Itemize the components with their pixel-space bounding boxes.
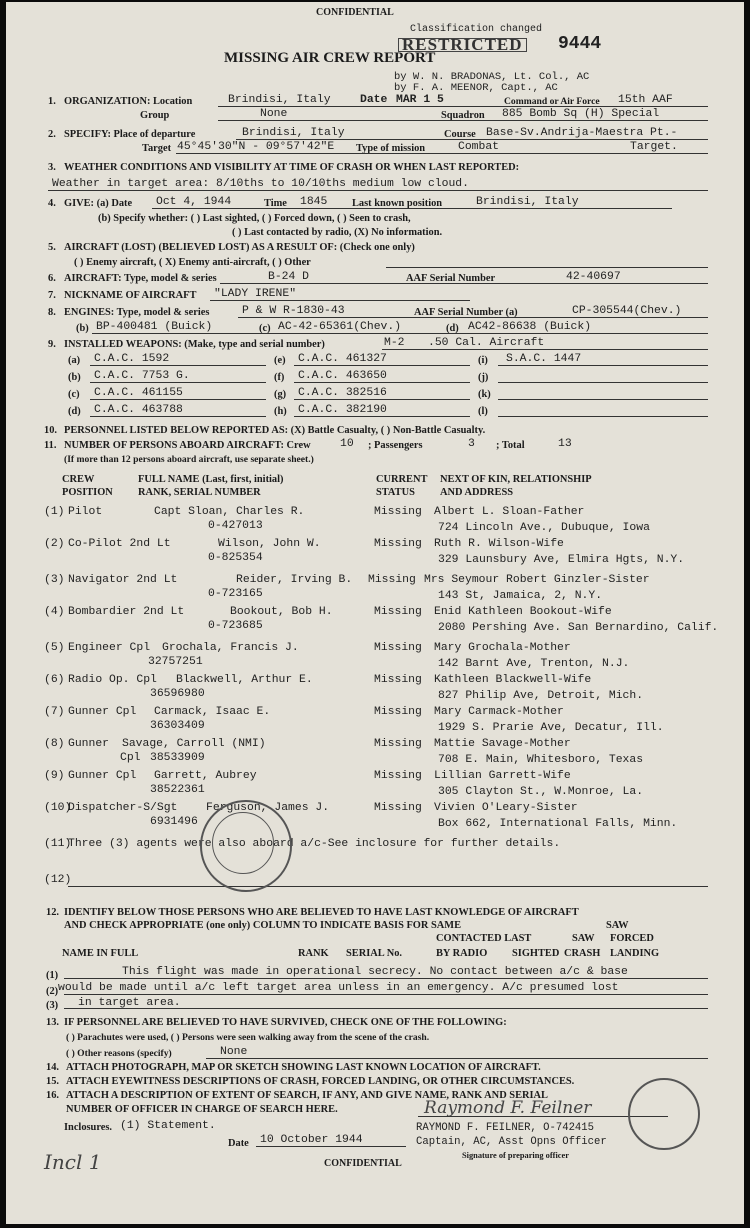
- weapon-key: (g): [274, 389, 287, 400]
- crew-position: Dispatcher-S/Sgt: [68, 802, 178, 814]
- crew-kin: Ruth R. Wilson-Wife: [434, 538, 564, 550]
- weapon-serial: C.A.C. 463788: [94, 404, 183, 416]
- attach-eyewitness-label: ATTACH EYEWITNESS DESCRIPTIONS OF CRASH, FORCED LANDING, OR OTHER CIRCUMSTANCES.: [66, 1076, 575, 1087]
- serial-header: SERIAL No.: [346, 948, 403, 959]
- course-label: Course: [444, 129, 476, 140]
- authority-2: by F. A. MEENOR, Capt., AC: [394, 82, 558, 94]
- agents-row-text: Three (3) agents were also aboard a/c-See inclosure for further details.: [68, 838, 561, 850]
- crew-position: Radio Op. Cpl: [68, 674, 157, 686]
- next-of-kin-header: NEXT OF KIN, RELATIONSHIP: [440, 474, 592, 485]
- weather-value: Weather in target area: 8/10ths to 10/10ths medium low cloud.: [52, 178, 469, 190]
- total-label: ; Total: [496, 440, 525, 451]
- received-stamp: [628, 1078, 700, 1150]
- item-7-number: 7.: [48, 290, 56, 301]
- command-value: 15th AAF: [618, 94, 673, 106]
- crew-status: Missing: [374, 738, 422, 750]
- crew-address: 827 Philip Ave, Detroit, Mich.: [438, 690, 644, 702]
- crew-rank: Cpl: [120, 752, 141, 764]
- crew-name: Wilson, John W.: [218, 538, 321, 550]
- item-1-number: 1.: [48, 96, 56, 107]
- target-value: 45°45'30"N - 09°57'42"E: [177, 141, 335, 153]
- squadron-label: Squadron: [441, 110, 485, 121]
- crew-status: Missing: [374, 770, 422, 782]
- date-stamp-label: Date: [360, 94, 388, 106]
- weapon-key: (l): [478, 406, 488, 417]
- crew-name: Grochala, Francis J.: [162, 642, 299, 654]
- item-13-number: 13.: [46, 1017, 59, 1028]
- weapon-key: (h): [274, 406, 287, 417]
- crew-position: Gunner Cpl: [68, 770, 137, 782]
- weapon-key: (k): [478, 389, 491, 400]
- sighted-header: SIGHTED: [512, 948, 560, 959]
- crew-number: (10): [44, 802, 72, 814]
- weapon-key: (f): [274, 372, 285, 383]
- weapon-key: (c): [68, 389, 80, 400]
- crew-address: 1929 S. Prarie Ave, Decatur, Ill.: [438, 722, 664, 734]
- crew-address: Box 662, International Falls, Minn.: [438, 818, 678, 830]
- round-stamp-inner: [212, 812, 274, 874]
- confidential-bottom: CONFIDENTIAL: [324, 1158, 402, 1169]
- crew-number: (3): [44, 574, 65, 586]
- aircraft-serial-label: AAF Serial Number: [406, 273, 496, 284]
- landing-header: LANDING: [610, 948, 660, 959]
- engines-label: ENGINES: Type, model & series: [64, 307, 210, 318]
- crew-address: 2080 Pershing Ave. San Bernardino, Calif.: [438, 622, 719, 634]
- nickname-value: "LADY IRENE": [214, 288, 297, 300]
- rank-serial-header: RANK, SERIAL NUMBER: [138, 487, 261, 498]
- current-header: CURRENT: [376, 474, 428, 485]
- item-2-number: 2.: [48, 129, 56, 140]
- item-15-number: 15.: [46, 1076, 59, 1087]
- group-value: None: [260, 108, 288, 120]
- crew-kin: Lillian Garrett-Wife: [434, 770, 571, 782]
- survival-other-value: None: [220, 1046, 248, 1058]
- persons-note: (If more than 12 persons aboard aircraft, use separate sheet.): [64, 454, 314, 465]
- weapons-caliber: .50 Cal. Aircraft: [428, 337, 545, 349]
- engine-serial-a: CP-305544(Chev.): [572, 305, 682, 317]
- weapon-key: (i): [478, 355, 488, 366]
- crew-name: Ferguson, James J.: [206, 802, 330, 814]
- inclosures-label: Inclosures.: [64, 1122, 113, 1133]
- classification-note: Classification changed: [410, 24, 543, 35]
- crew-serial: 0-427013: [208, 520, 263, 532]
- engine-serial-label: AAF Serial Number (a): [414, 307, 518, 318]
- crew-header: CREW: [62, 474, 95, 485]
- authority-1: by W. N. BRADONAS, Lt. Col., AC: [394, 71, 590, 83]
- crew-kin: Vivien O'Leary-Sister: [434, 802, 578, 814]
- command-label: Command or Air Force: [504, 96, 600, 107]
- course-value: Base-Sv.Andrija-Maestra Pt.-: [486, 127, 678, 139]
- confidential-top: CONFIDENTIAL: [316, 7, 394, 18]
- crew-serial: 0-723165: [208, 588, 263, 600]
- survival-label: IF PERSONNEL ARE BELIEVED TO HAVE SURVIVED, CHECK ONE OF THE FOLLOWING:: [64, 1017, 507, 1028]
- saw-header-2: SAW: [572, 933, 595, 944]
- restricted-stamp: RESTRICTED: [398, 38, 527, 52]
- time-value: 1845: [300, 196, 328, 208]
- crew-position: Pilot: [68, 506, 103, 518]
- document-number: 9444: [558, 34, 602, 54]
- item-16-number: 16.: [46, 1090, 59, 1101]
- item-11-number: 11.: [44, 440, 57, 451]
- last-position-value: Brindisi, Italy: [476, 196, 579, 208]
- report-date-value: 10 October 1944: [260, 1134, 363, 1146]
- crew-position: Engineer Cpl: [68, 642, 151, 654]
- crash-header: CRASH: [564, 948, 601, 959]
- item-12-number: 12.: [46, 907, 59, 918]
- survival-other-label: ( ) Other reasons (specify): [66, 1048, 172, 1059]
- witness-row-number: (2): [46, 986, 59, 997]
- report-date-label: Date: [228, 1138, 249, 1149]
- weapon-key: (d): [68, 406, 81, 417]
- crew-number: (4): [44, 606, 65, 618]
- crew-serial: 32757251: [148, 656, 203, 668]
- report-form: [6, 2, 744, 1224]
- casualty-type: PERSONNEL LISTED BELOW REPORTED AS: (X) Battle Casualty, ( ) Non-Battle Casualty.: [64, 425, 486, 436]
- crew-kin: Mattie Savage-Mother: [434, 738, 571, 750]
- attach-photo-label: ATTACH PHOTOGRAPH, MAP OR SKETCH SHOWING LAST KNOWN LOCATION OF AIRCRAFT.: [66, 1062, 541, 1073]
- organization-label: ORGANIZATION: Location: [64, 96, 193, 107]
- crew-status: Missing: [374, 506, 422, 518]
- weapon-serial: C.A.C. 461155: [94, 387, 183, 399]
- crew-kin: Albert L. Sloan-Father: [434, 506, 585, 518]
- crew-name: Reider, Irving B.: [236, 574, 353, 586]
- passengers-count: 3: [468, 438, 475, 450]
- signer-title: Captain, AC, Asst Opns Officer: [416, 1136, 607, 1148]
- saw-header: SAW: [606, 920, 629, 931]
- date-stamp-value: MAR 1 5: [396, 94, 444, 106]
- crew-number: (6): [44, 674, 65, 686]
- crew-status: Missing: [374, 642, 422, 654]
- mission-target-value: Target.: [630, 141, 678, 153]
- crew-kin: Mary Grochala-Mother: [434, 642, 571, 654]
- weapon-serial: S.A.C. 1447: [506, 353, 582, 365]
- crew-number: (1): [44, 506, 65, 518]
- crew-kin: Enid Kathleen Bookout-Wife: [434, 606, 612, 618]
- last-knowledge-label: IDENTIFY BELOW THOSE PERSONS WHO ARE BELIEVED TO HAVE LAST KNOWLEDGE OF AIRCRAFT: [64, 907, 579, 918]
- crew-address: 708 E. Main, Whitesboro, Texas: [438, 754, 644, 766]
- rank-header: RANK: [298, 948, 329, 959]
- engine-c-label: (c): [259, 323, 271, 334]
- persons-aboard-label: NUMBER OF PERSONS ABOARD AIRCRAFT: Crew: [64, 440, 311, 451]
- organization-location: Brindisi, Italy: [228, 94, 331, 106]
- witness-row-number: (1): [46, 970, 59, 981]
- squadron-value: 885 Bomb Sq (H) Special: [502, 108, 660, 120]
- name-in-full-header: NAME IN FULL: [62, 948, 139, 959]
- inclosures-value: (1) Statement.: [120, 1120, 216, 1132]
- mission-type-label: Type of mission: [356, 143, 426, 154]
- mission-type-value: Combat: [458, 141, 500, 153]
- survival-options: ( ) Parachutes were used, ( ) Persons were seen walking away from the scene of the crash.: [66, 1032, 430, 1043]
- signer-name: RAYMOND F. FEILNER, O-742415: [416, 1122, 595, 1134]
- search-officer-label: NUMBER OF OFFICER IN CHARGE OF SEARCH HERE.: [66, 1104, 338, 1115]
- item-4-number: 4.: [48, 198, 56, 209]
- lost-cause-label: AIRCRAFT (LOST) (BELIEVED LOST) AS A RESULT OF: (Check one only): [64, 242, 415, 253]
- weapon-serial: C.A.C. 382190: [298, 404, 387, 416]
- weapon-key: (e): [274, 355, 286, 366]
- total-count: 13: [558, 438, 572, 450]
- crew-name: Blackwell, Arthur E.: [176, 674, 313, 686]
- crew-address: 142 Barnt Ave, Trenton, N.J.: [438, 658, 630, 670]
- engine-serial-d: AC42-86638 (Buick): [468, 321, 592, 333]
- weapons-label: INSTALLED WEAPONS: (Make, type and serial number): [64, 339, 325, 350]
- contacted-last-header: CONTACTED LAST: [436, 933, 532, 944]
- aircraft-serial-value: 42-40697: [566, 271, 621, 283]
- search-description-label: ATTACH A DESCRIPTION OF EXTENT OF SEARCH, IF ANY, AND GIVE NAME, RANK AND SERIAL: [66, 1090, 548, 1101]
- officer-signature: Raymond F. Feilner: [424, 1098, 592, 1118]
- by-radio-header: BY RADIO: [436, 948, 488, 959]
- witness-text-3: in target area.: [78, 997, 181, 1009]
- crew-serial: 38533909: [150, 752, 205, 764]
- time-label: Time: [264, 198, 287, 209]
- item-10-number: 10.: [44, 425, 57, 436]
- weapon-serial: C.A.C. 1592: [94, 353, 170, 365]
- departure-label: SPECIFY: Place of departure: [64, 129, 196, 140]
- crew-position: Bombardier 2nd Lt: [68, 606, 185, 618]
- crew-position: Gunner: [68, 738, 110, 750]
- departure-value: Brindisi, Italy: [242, 127, 345, 139]
- crew-number: (2): [44, 538, 65, 550]
- item-6-number: 6.: [48, 273, 56, 284]
- weapons-model: M-2: [384, 337, 405, 349]
- weapon-key: (b): [68, 372, 81, 383]
- engine-serial-b: BP-400481 (Buick): [96, 321, 213, 333]
- item-8-number: 8.: [48, 307, 56, 318]
- weapon-serial: C.A.C. 7753 G.: [94, 370, 190, 382]
- crew-serial: 36303409: [150, 720, 205, 732]
- crew-serial: 6931496: [150, 816, 198, 828]
- item-14-number: 14.: [46, 1062, 59, 1073]
- crew-status: Missing: [374, 538, 422, 550]
- weapon-serial: C.A.C. 382516: [298, 387, 387, 399]
- crew-address: 305 Clayton St., W.Monroe, La.: [438, 786, 644, 798]
- last-position-label: Last known position: [352, 198, 443, 209]
- target-label: Target: [142, 143, 172, 154]
- nickname-label: NICKNAME OF AIRCRAFT: [64, 290, 197, 301]
- crew-name: Carmack, Isaac E.: [154, 706, 271, 718]
- empty-row-number: (12): [44, 874, 72, 886]
- lost-cause-options: ( ) Enemy aircraft, ( X) Enemy anti-aircraft, ( ) Other: [74, 257, 311, 268]
- crew-number: (9): [44, 770, 65, 782]
- position-header: POSITION: [62, 487, 113, 498]
- date-value: Oct 4, 1944: [156, 196, 232, 208]
- agents-row-number: (11): [44, 838, 72, 850]
- crew-kin: Mrs Seymour Robert Ginzler-Sister: [424, 574, 650, 586]
- weapon-key: (j): [478, 372, 489, 383]
- weapon-serial: C.A.C. 463650: [298, 370, 387, 382]
- crew-kin: Kathleen Blackwell-Wife: [434, 674, 592, 686]
- crew-serial: 0-825354: [208, 552, 263, 564]
- engine-d-label: (d): [446, 323, 459, 334]
- group-label: Group: [140, 110, 170, 121]
- signature-caption: Signature of preparing officer: [462, 1151, 569, 1160]
- date-label: GIVE: (a) Date: [64, 198, 133, 209]
- aircraft-type-label: AIRCRAFT: Type, model & series: [64, 273, 217, 284]
- aircraft-type-value: B-24 D: [268, 271, 310, 283]
- crew-serial: 38522361: [150, 784, 205, 796]
- witness-row-number: (3): [46, 1000, 59, 1011]
- crew-kin: Mary Carmack-Mother: [434, 706, 564, 718]
- item-5-number: 5.: [48, 242, 56, 253]
- crew-count: 10: [340, 438, 354, 450]
- weapon-serial: C.A.C. 461327: [298, 353, 387, 365]
- crew-number: (8): [44, 738, 65, 750]
- crew-name: Capt Sloan, Charles R.: [154, 506, 305, 518]
- witness-text-2: would be made until a/c left target area unless in an emergency. A/c presumed lost: [58, 982, 619, 994]
- crew-serial: 36596980: [150, 688, 205, 700]
- crew-position: Navigator 2nd Lt: [68, 574, 178, 586]
- crew-status: Missing: [374, 606, 422, 618]
- crew-number: (7): [44, 706, 65, 718]
- last-knowledge-label-2: AND CHECK APPROPRIATE (one only) COLUMN TO INDICATE BASIS FOR SAME: [64, 920, 461, 931]
- full-name-header: FULL NAME (Last, first, initial): [138, 474, 284, 485]
- form-title: MISSING AIR CREW REPORT: [224, 50, 436, 66]
- crew-status: Missing: [368, 574, 416, 586]
- weather-label: WEATHER CONDITIONS AND VISIBILITY AT TIME OF CRASH OR WHEN LAST REPORTED:: [64, 162, 520, 173]
- crew-position: Gunner Cpl: [68, 706, 137, 718]
- crew-name: Garrett, Aubrey: [154, 770, 257, 782]
- crew-address: 329 Launsbury Ave, Elmira Hgts, N.Y.: [438, 554, 685, 566]
- status-header: STATUS: [376, 487, 415, 498]
- item-3-number: 3.: [48, 162, 56, 173]
- item-9-number: 9.: [48, 339, 56, 350]
- engine-serial-c: AC-42-65361(Chev.): [278, 321, 402, 333]
- crew-number: (5): [44, 642, 65, 654]
- passengers-label: ; Passengers: [368, 440, 423, 451]
- crew-serial: 0-723685: [208, 620, 263, 632]
- crew-status: Missing: [374, 802, 422, 814]
- handwritten-inclosure-note: Incl 1: [44, 1150, 102, 1174]
- crew-status: Missing: [374, 674, 422, 686]
- address-header: AND ADDRESS: [440, 487, 514, 498]
- weapon-key: (a): [68, 355, 81, 366]
- crew-name: Savage, Carroll (NMI): [122, 738, 266, 750]
- forced-header: FORCED: [610, 933, 654, 944]
- crew-name: Bookout, Bob H.: [230, 606, 333, 618]
- crew-status: Missing: [374, 706, 422, 718]
- status-options-1: (b) Specify whether: ( ) Last sighted, ( ) Forced down, ( ) Seen to crash,: [98, 213, 411, 224]
- status-options-2: ( ) Last contacted by radio, (X) No information.: [232, 227, 443, 238]
- engines-type-value: P & W R-1830-43: [242, 305, 345, 317]
- crew-address: 143 St, Jamaica, 2, N.Y.: [438, 590, 603, 602]
- engine-b-label: (b): [76, 323, 89, 334]
- crew-position: Co-Pilot 2nd Lt: [68, 538, 171, 550]
- crew-address: 724 Lincoln Ave., Dubuque, Iowa: [438, 522, 650, 534]
- witness-text-1: This flight was made in operational secrecy. No contact between a/c & base: [122, 966, 628, 978]
